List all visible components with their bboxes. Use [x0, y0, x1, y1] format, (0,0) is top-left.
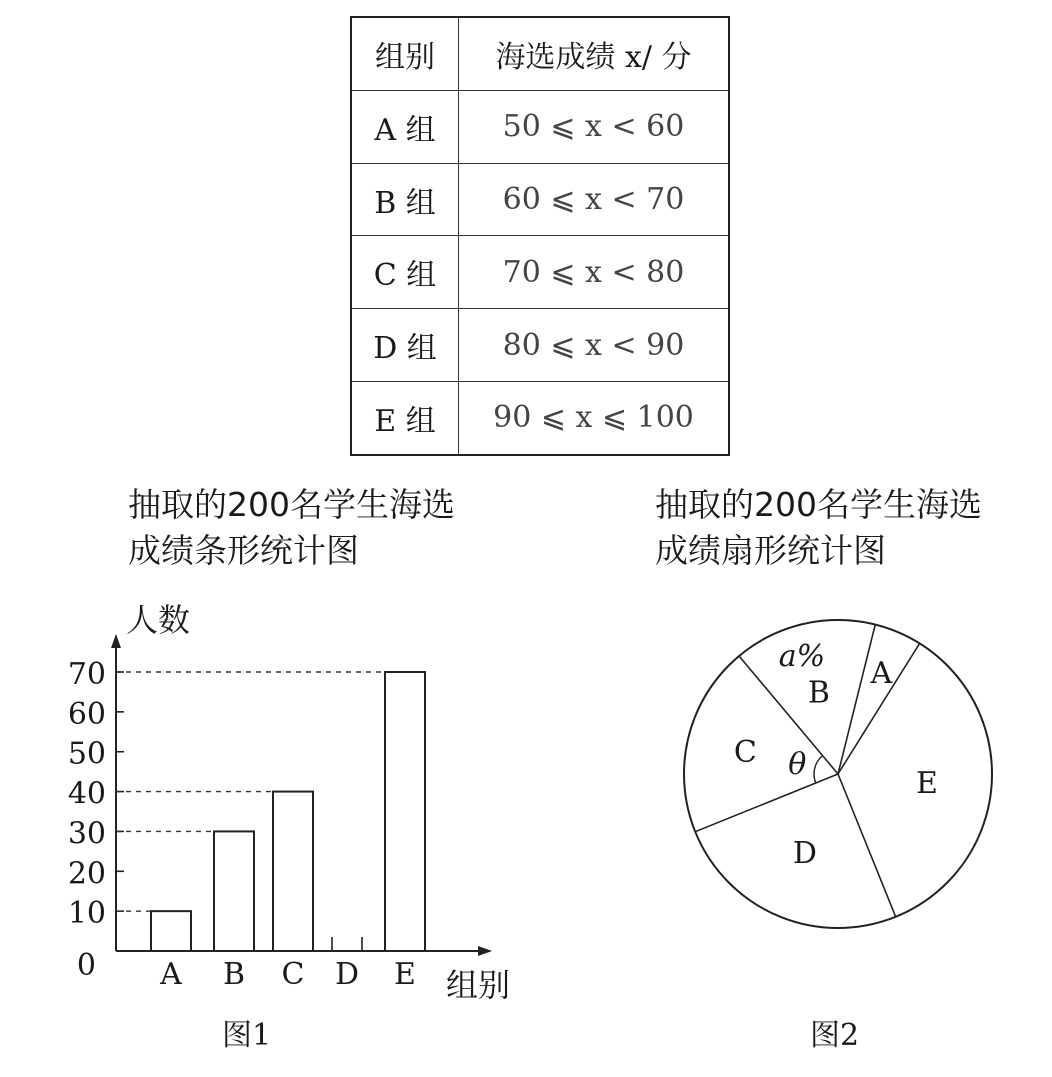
bar-C [273, 792, 313, 951]
y-tick-label: 60 [67, 696, 106, 732]
x-axis-title: 组别 [446, 966, 511, 1004]
cell-group: E 组 [351, 381, 459, 455]
bar-chart [68, 601, 510, 1004]
cell-group: C 组 [351, 236, 459, 309]
y-tick-label: 20 [67, 856, 106, 892]
figure-1-caption: 图1 [222, 1018, 272, 1053]
slice-label-A: A [870, 655, 893, 691]
slice-label-E: E [916, 765, 938, 801]
bar-E [385, 672, 425, 951]
cell-range: 90 ⩽ x ⩽ 100 [459, 381, 730, 455]
y-tick-label: 30 [67, 816, 106, 852]
cell-range: 80 ⩽ x < 90 [459, 309, 730, 382]
pie-radius [838, 774, 896, 917]
bar-title-line-2: 成绩条形统计图 [128, 531, 359, 570]
slice-label-B: B [807, 675, 830, 711]
pie-radius [695, 774, 838, 832]
cell-range: 50 ⩽ x < 60 [459, 91, 730, 164]
slice-label-C: C [733, 734, 757, 770]
slice-label-D: D [792, 835, 817, 871]
y-tick-label: 40 [67, 776, 106, 812]
y-tick-label: 10 [67, 896, 106, 932]
y-tick-label: 50 [67, 736, 106, 772]
bar-B [214, 831, 254, 951]
y-axis-title: 人数 [126, 601, 191, 639]
figure-2-caption: 图2 [810, 1018, 860, 1053]
theta-label: θ [788, 746, 807, 782]
x-tick-label: D [334, 957, 360, 992]
header-score: 海选成绩 x/ 分 [459, 17, 730, 91]
y-tick-label: 0 [76, 948, 96, 983]
cell-group: D 组 [351, 309, 459, 382]
y-tick-label: 70 [67, 657, 106, 692]
cell-group: A 组 [351, 91, 459, 164]
x-tick-label: A [160, 957, 182, 992]
b-percent-label: a% [778, 639, 826, 675]
pie-radius [838, 625, 875, 774]
x-tick-label: B [222, 957, 246, 992]
x-tick-label: C [281, 957, 305, 992]
header-group: 组别 [351, 17, 459, 91]
cell-range: 70 ⩽ x < 80 [459, 236, 730, 309]
pie-title-line-2: 成绩扇形统计图 [655, 531, 886, 570]
bar-A [151, 911, 191, 951]
x-tick-label: E [394, 957, 416, 992]
cell-group: B 组 [351, 163, 459, 236]
pie-chart [684, 620, 992, 928]
pie-title-line-1: 抽取的200名学生海选 [655, 485, 982, 524]
bar-title-line-1: 抽取的200名学生海选 [128, 485, 455, 524]
cell-range: 60 ⩽ x < 70 [459, 163, 730, 236]
theta-arc [814, 756, 823, 783]
